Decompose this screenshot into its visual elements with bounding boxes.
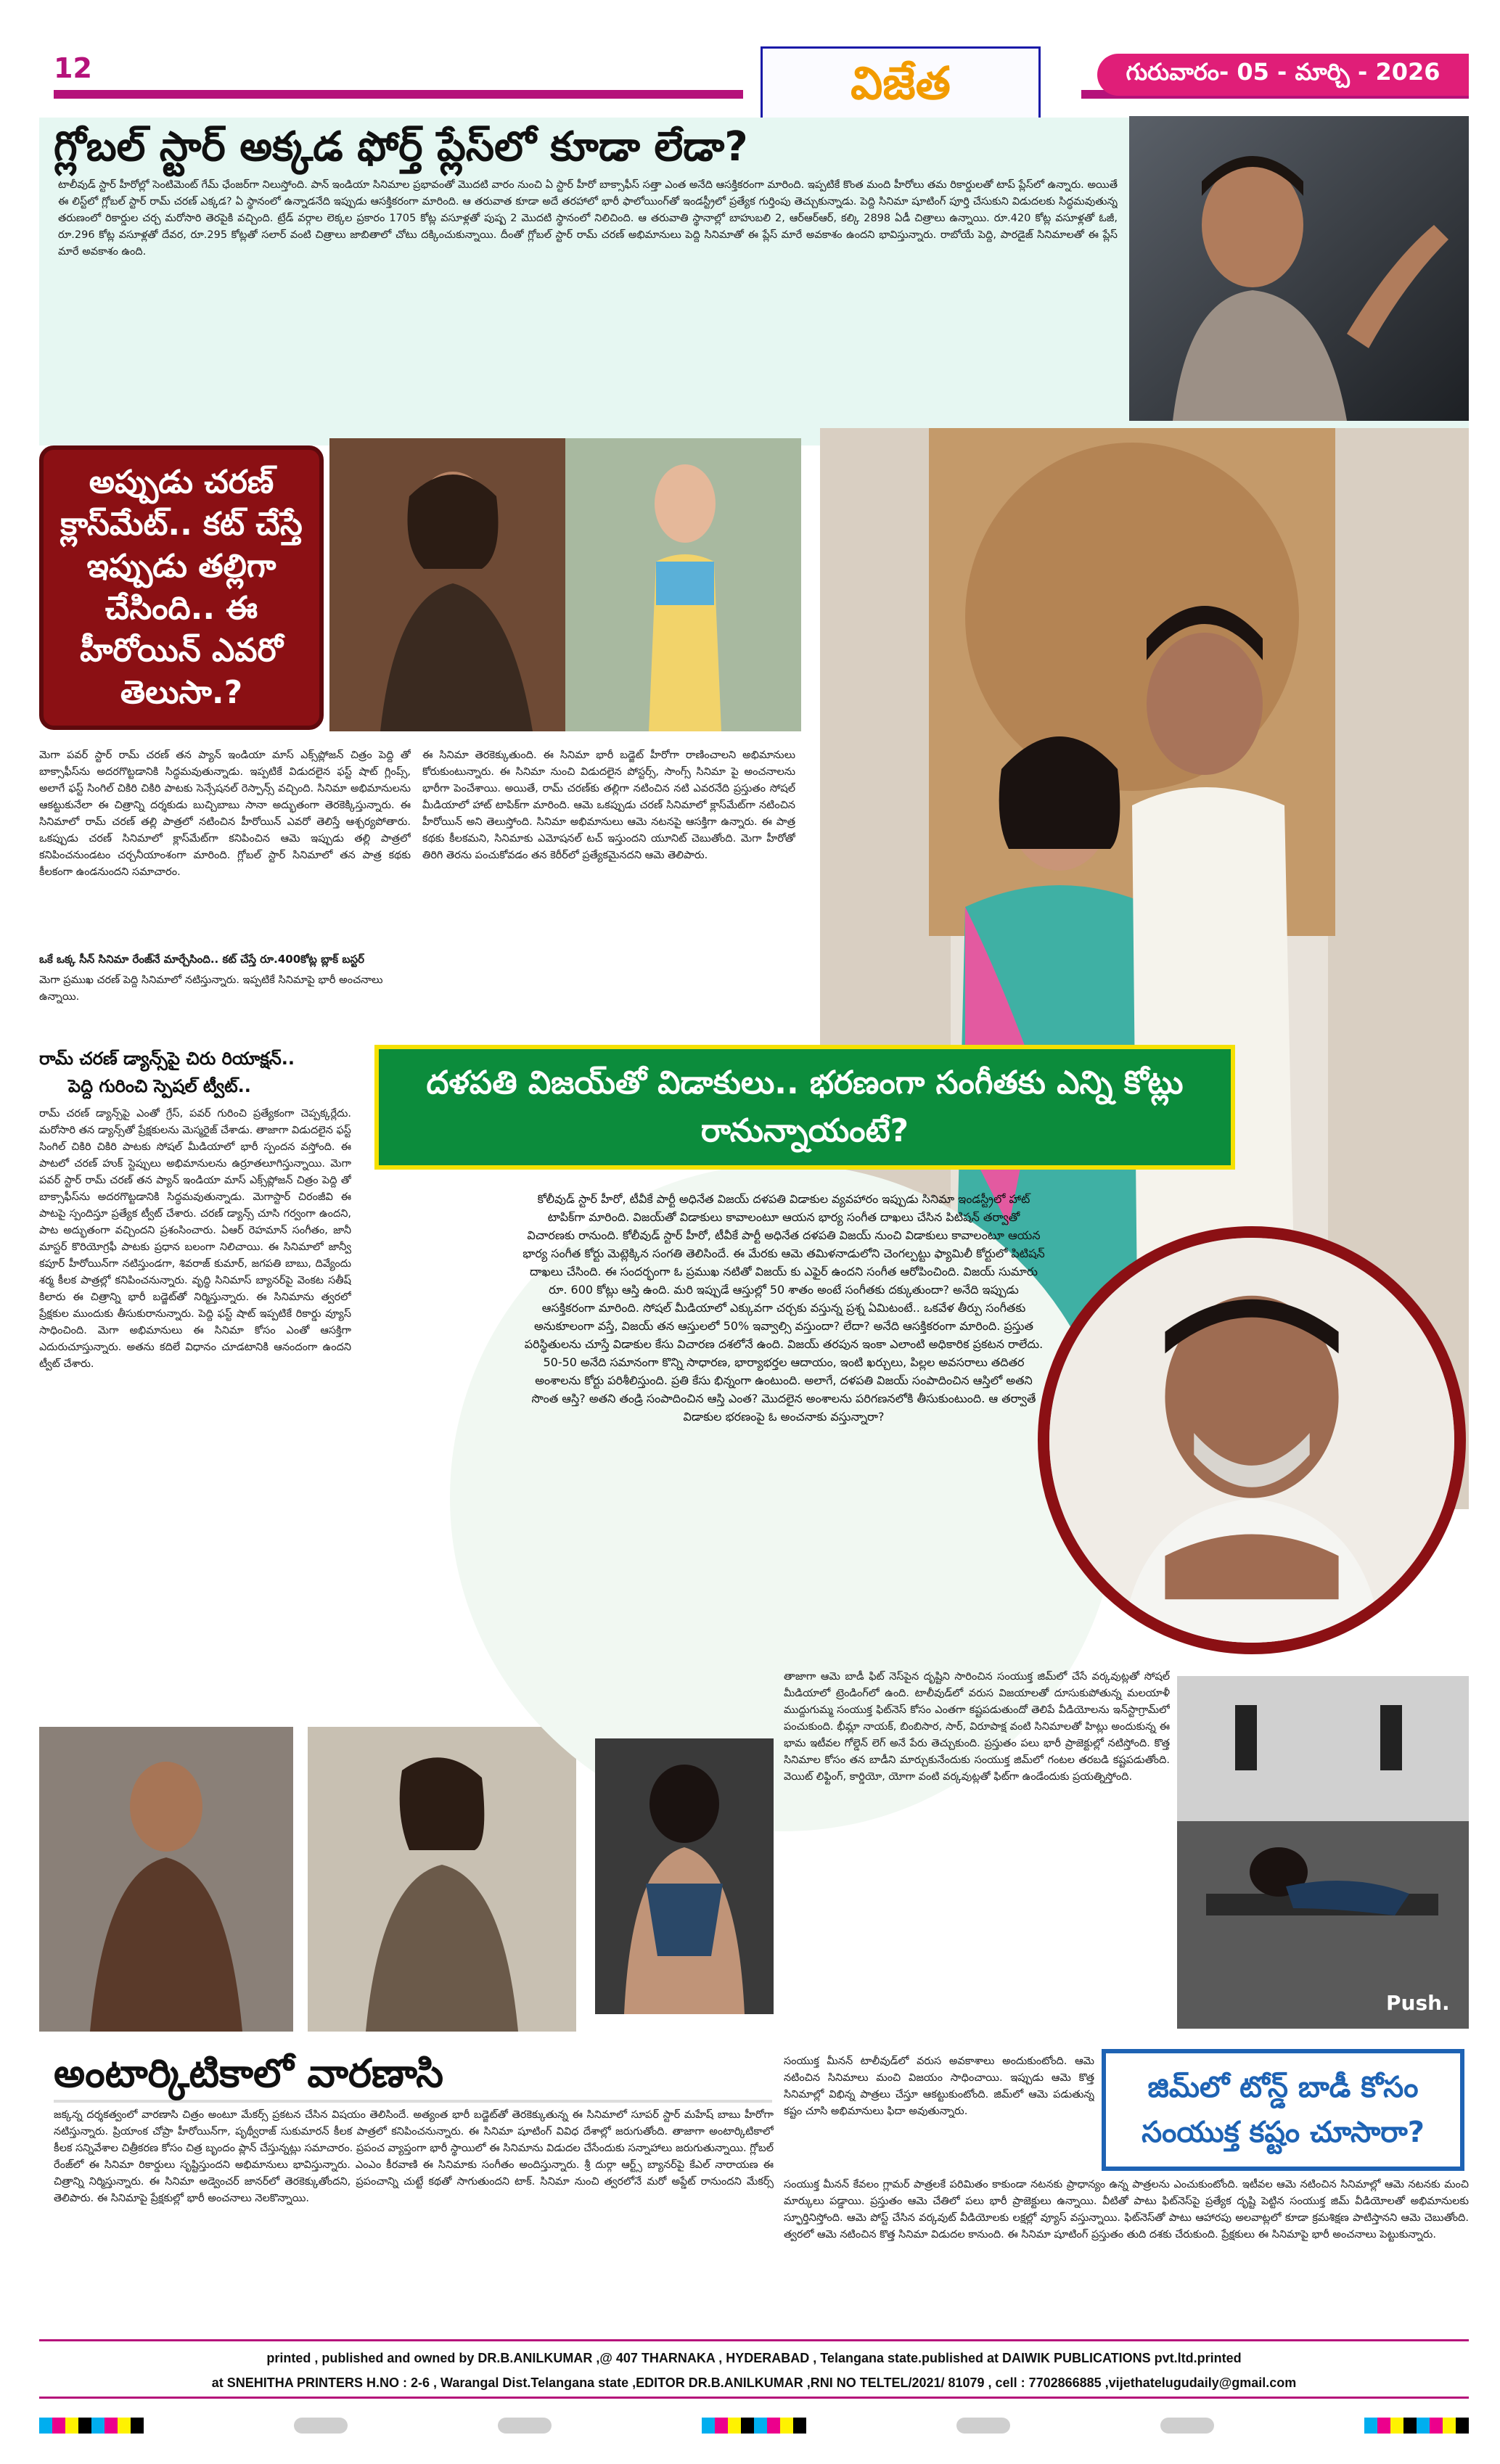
article-2-body-left: మెగా పవర్ స్టార్ రామ్ చరణ్ తన ప్యాన్ ఇండియా మాస్ ఎక్స్‌ప్లోజన్ చిత్రం పెద్ది తో బాక్సాఫీస్‌ను అదరగొట్టడానికి సిద్ధమవుతున్నాడు. ఇప్పటికే విడుదలైన ఫస్ట్ షాట్ గ్లింప్స్, అలాగే ఫస్ట్ సింగిల్ చికిరి చికిరి పాటకు సెన్సేషనల్ రెస్పాన్స్ వచ్చింది. సినిమా అభిమానులను ఆకట్టుకునేలా ఈ చిత్రాన్ని దర్శకుడు బుచ్చిబాబు సానా అద్భుతంగా తెరకెక్కిస్తున్నారు. ఈ సినిమాలో రామ్ చరణ్ తల్లి పాత్రలో నటించిన హీరోయిన్ ఎవరో తెలిస్తే ఆశ్చర్యపోతారు. ఒకప్పుడు చరణ్ సినిమాలో క్లాస్‌మేట్‌గా కనిపించిన ఆమె ఇప్పుడు తల్లి పాత్రలో కనిపించనుండటం చర్చనీయాంశంగా మారింది. గ్లోబల్ స్టార్ సినిమాలో తన పాత్ర కథకు కీలకంగా ఉండనుందని సమాచారం.: [39, 750, 411, 878]
color-bar-center: [702, 2418, 806, 2434]
article-5-body-top: తాజాగా ఆమె బాడీ ఫిట్ నెస్‌పైన దృష్టిని సారించిన సంయుక్త జిమ్‌లో చేసే వర్కవుట్లతో సోషల్ మీడియాలో ట్రెండింగ్‌లో ఉంది. టాలీవుడ్‌లో వరుస విజయాలతో దూసుకుపోతున్న మలయాళీ ముద్దుగుమ్మ సంయుక్త ఫిట్‌నెస్ కోసం ఎంతగా కష్టపడుతుందో తెలిపే వీడియోలను ఇన్‌స్టాగ్రామ్‌లో పంచుకుంది. భీమ్లా నాయక్, బింబిసార, సార్, విరూపాక్ష వంటి సినిమాలతో హిట్లు అందుకున్న ఈ భామ ఇటీవల గోల్డెన్ లెగ్ అనే పేరు తెచ్చుకుంది. ప్రస్తుతం పలు భారీ ప్రాజెక్టుల్లో నటిస్తోంది. కొత్త సినిమాల కోసం తన బాడీని మార్చుకునేందుకు సంయుక్త జిమ్‌లో గంటల తరబడి కష్టపడుతోంది. వెయిట్ లిఫ్టింగ్, కార్డియో, యోగా వంటి వర్కవుట్లతో ఫిట్‌గా ఉండేందుకు ప్రయత్నిస్తోంది.: [784, 1671, 1170, 1783]
article-2-sub-body: మెగా ప్రముఖ చరణ్ పెద్ది సినిమాలో నటిస్తున్నారు. ఇప్పటికే సినిమాపై భారీ అంచనాలు ఉన్నాయి.: [39, 974, 383, 1003]
samyuktha-gym-photo-1: [595, 1738, 774, 2014]
vijay-portrait-circle: [1038, 1226, 1466, 1654]
article-2-headline: అప్పుడు చరణ్ క్లాస్‌మేట్.. కట్ చేస్తే ఇప్పుడు తల్లిగా చేసింది.. ఈ హీరోయిన్ ఎవరో తెలుసా.?: [60, 464, 303, 711]
ram-charan-photo: [1129, 116, 1469, 421]
footer-imprint: [39, 2339, 1469, 2399]
article-6-body: జక్కన్న దర్శకత్వంలో వారణాసి చిత్రం అంటూ మేకర్స్ ప్రకటన చేసిన విషయం తెలిసిందే. అత్యంత భారీ బడ్జెట్‌తో తెరకెక్కుతున్న ఈ సినిమాలో సూపర్ స్టార్ మహేష్ బాబు హీరోగా నటిస్తున్నారు. ప్రియాంక చోప్రా హీరోయిన్‌గా, పృథ్వీరాజ్ సుకుమారన్ కీలక పాత్రలో కనిపించనున్నారు. ఈ సినిమా షూటింగ్ వివిధ దేశాల్లో జరుగుతోంది. తాజాగా అంటార్కిటికాలో కీలక సన్నివేశాల చిత్రీకరణ కోసం చిత్ర బృందం ప్లాన్ చేస్తున్నట్లు సమాచారం. ప్రపంచ వ్యాప్తంగా భారీ స్థాయిలో ఈ సినిమాను విడుదల చేసేందుకు సన్నాహాలు జరుగుతున్నాయి. గ్లోబల్ రేంజ్‌లో ఈ సినిమా రికార్డులు సృష్టిస్తుందని అభిమానులు భావిస్తున్నారు. ఎంఎం కీరవాణి ఈ సినిమాకు సంగీతం అందిస్తున్నారు. శ్రీ దుర్గా ఆర్ట్స్ బ్యానర్‌పై కేఎల్ నారాయణ ఈ చిత్రాన్ని నిర్మిస్తున్నారు. ఈ సినిమా అడ్వెంచర్ జానర్‌లో తెరకెక్కుతోందని, ప్రపంచాన్ని చుట్టే కథతో సాగుతుందని టాక్. సినిమా నుంచి త్వరలోనే మరో అప్డేట్ రానుందని మేకర్స్ తెలిపారు. ఈ సినిమాపై ప్రేక్షకుల్లో భారీ అంచనాలు నెలకొన్నాయి.: [54, 2109, 774, 2204]
photo-credit: Push.: [1386, 1991, 1450, 2015]
color-bar-right: [1364, 2418, 1469, 2434]
article-4-body: కోలీవుడ్ స్టార్ హీరో, టీవీకే పార్టీ అధినేత విజయ్ దళపతి విడాకుల వ్యవహారం ఇప్పుడు సినిమా ఇండస్ట్రీలో హాట్ టాపిక్‌గా మారింది. విజయ్‌తో విడాకులు కావాలంటూ ఆయన భార్య సంగీత దాఖలు చేసిన పిటిషన్ తర్వాతో విచారణకు రానుంది. కోలీవుడ్ స్టార్ హీరో, టీవీకే పార్టీ అధినేత దళపతి విజయ్ నుంచి విడాకులు కావాలంటూ ఆయన భార్య సంగీత కోర్టు మెట్లెక్కిన సంగతి తెలిసిందే. ఈ మేరకు ఆమె తమిళనాడులోని చెంగల్పట్టు ఫ్యామిలీ కోర్టులో పిటిషన్ దాఖలు చేసింది. ఈ సందర్భంగా ఓ ప్రముఖ నటితో విజయ్ కు ఎఫైర్ ఉందని సంగీత ఆరోపించింది. విజయ్ సుమారు రూ. 600 కోట్లు ఆస్తి ఉంది. మరి ఇప్పుడే ఆస్తుల్లో 50 శాతం అంటే సంగీతకు దక్కుతుందా? అనేది ఇప్పుడు ఆసక్తికరంగా మారింది. సోషల్ మీడియాలో ఎక్కువగా చర్చకు వస్తున్న ప్రశ్న ఏమిటంటే.. ఒకవేళ తీర్పు సంగీతకు అనుకూలంగా వస్తే, విజయ్ తన ఆస్తులలో 50% ఇవ్వాల్సి వస్తుందా? లేదా? అనేది ఆసక్తికరంగా మారింది. ప్రస్తుత పరిస్థితులను చూస్తే విడాకుల కేసు విచారణ దశలోనే ఉంది. విజయ్ తరపున ఇంకా ఎలాంటి అధికారిక ప్రకటన రాలేదు. 50-50 అనేది సమానంగా కొన్ని సాధారణ, భార్యాభర్తల ఆదాయం, ఇంటి ఖర్చులు, పిల్లల అవసరాలు తదితర అంశాలను కోర్టు పరిశీలిస్తుంది. ప్రతి కేసు భిన్నంగా ఉంటుంది. అలాగే, దళపతి విజయ్ సంపాదించిన ఆస్తిలో అతని సొంత ఆస్తి? అతని తండ్రి సంపాదించిన ఆస్తి ఎంత? మొదలైన అంశాలను పరిగణనలోకి తీసుకుంటుంది. ఆ తర్వాతే విడాకుల భరణంపై ఓ అంచనాకు వస్తున్నారా?: [522, 1192, 1045, 1424]
article-5-headline-box: [1102, 2049, 1464, 2171]
registration-mark: [1160, 2418, 1214, 2434]
masthead: [761, 46, 1041, 120]
article-3-headline-line2: పెద్ది గురించి స్పెషల్ ట్వీట్..: [68, 1076, 251, 1096]
color-bar-left: [39, 2418, 144, 2434]
footer-line-2: at SNEHITHA PRINTERS H.NO : 2-6 , Warangal Dist.Telangana state ,EDITOR DR.B.ANILKUMAR ,RNI NO TELTEL/2021/ 81079 , cell : 7702866885 ,vijethatelugudaily@gmail.com: [211, 2375, 1297, 2390]
article-5-body-bottom: సంయుక్త మీనన్ కేవలం గ్లామర్ పాత్రలకే పరిమితం కాకుండా నటనకు ప్రాధాన్యం ఉన్న పాత్రలను ఎంచుకుంటోంది. ఇటీవల ఆమె నటించిన సినిమాల్లో ఆమె నటనకు మంచి మార్కులు పడ్డాయి. ప్రస్తుతం ఆమె చేతిలో పలు భారీ ప్రాజెక్టులు ఉన్నాయి. వీటితో పాటు ఫిట్‌నెస్‌పై ప్రత్యేక దృష్టి పెట్టిన సంయుక్త జిమ్ వీడియోలతో అభిమానులకు స్ఫూర్తినిస్తోంది. ఆమె పోస్ట్ చేసిన వర్కవుట్ వీడియోలకు లక్షల్లో వ్యూస్ వస్తున్నాయి. ఫిట్‌నెస్‌తో పాటు ఆహారపు అలవాట్లలో కూడా క్రమశిక్షణ పాటిస్తానని ఆమె చెబుతోంది. త్వరలో ఆమె నటించిన కొత్త సినిమా విడుదల కానుంది. ఈ సినిమా షూటింగ్ ప్రస్తుతం తుది దశకు చేరుకుంది. ప్రేక్షకులు ఈ సినిమాపై భారీ అంచనాలు పెట్టుకున్నారు.: [784, 2179, 1469, 2241]
registration-strip: [39, 2415, 1469, 2436]
page-number: 12: [54, 52, 92, 84]
date-banner: గురువారం- 05 - మార్చి - 2026: [1097, 54, 1469, 96]
article-2-subheading: [39, 950, 411, 1006]
article-2-photos: [329, 438, 801, 731]
header-rule-left: [54, 90, 743, 99]
article-2-body-right: ఈ సినిమా తెరకెక్కుతుంది. ఈ సినిమా భారీ బడ్జెట్ హీరోగా రాణించాలని అభిమానులు కోరుకుంటున్నారు. ఈ సినిమా నుంచి విడుదలైన పోస్టర్స్, సాంగ్స్ సినిమా పై అంచనాలను భారీగా పెంచేశాయి. అయితే, రామ్ చరణ్‌కు తల్లిగా నటించిన నటి ఎవరనేది ప్రస్తుతం సోషల్ మీడియాలో హాట్ టాపిక్‌గా మారింది. ఆమె ఒకప్పుడు చరణ్ సినిమాలో క్లాస్‌మేట్‌గా నటించిన హీరోయిన్ అని తెలుస్తోంది. సినిమా అభిమానులు ఆమె నటనపై ఆసక్తిగా ఉన్నారు. ఈ పాత్ర కథకు కీలకమని, సినిమాకు ఎమోషనల్ టచ్ ఇస్తుందని యూనిట్ చెబుతోంది. మెగా హీరోతో తిరిగి తెరను పంచుకోవడం తన కెరీర్‌లో ప్రత్యేకమైనదని ఆమె తెలిపారు.: [422, 750, 795, 861]
article-5-body-mid: సంయుక్త మీనన్ టాలీవుడ్‌లో వరుస అవకాశాలు అందుకుంటోంది. ఆమె నటించిన సినిమాలు మంచి విజయం సాధించాయి. ఇప్పుడు ఆమె కొత్త సినిమాల్లో విభిన్న పాత్రలు చేస్తూ ఆకట్టుకుంటోంది. జిమ్‌లో ఆమె పడుతున్న కష్టం చూసి అభిమానులు ఫిదా అవుతున్నారు.: [784, 2056, 1094, 2117]
article-2-headline-box: [39, 445, 324, 730]
article-6-headline: అంటార్కిటికాలో వారణాసి: [54, 2050, 772, 2103]
article-4-headline: దళపతి విజయ్‌తో విడాకులు.. భరణంగా సంగీతకు ఎన్ని కోట్లు రానున్నాయంటే?: [426, 1064, 1184, 1149]
article-3-photos: [39, 1727, 576, 2032]
article-5-headline: జిమ్‌లో టోన్డ్ బాడీ కోసం సంయుక్త కష్టం చూసారా?: [1142, 2071, 1425, 2149]
article-1-body: టాలీవుడ్ స్టార్ హీరోల్లో సెంటిమెంట్ గేమ్ ఛేంజర్‌గా నిలుస్తోంది. పాన్ ఇండియా సినిమాల ప్రభావంతో మొదటి వారం నుంచి ఏ స్టార్ హీరో బాక్సాఫీస్ సత్తా ఎంత అనేది ఆసక్తికరంగా మారింది. ఇప్పటికే కొంత మంది హీరోలు తమ రికార్డులతో టాప్ ప్లేస్‌లో ఉన్నారు. అయితే ఈ లిస్ట్‌లో గ్లోబల్ స్టార్ రామ్ చరణ్ ఎక్కడ? ఏ స్థానంలో ఉన్నాడనేది ఇప్పుడు ఆసక్తికరంగా మారింది. ఆ తరువాత కూడా అదే తరహాలో భారీ ఫాలోయింగ్‌తో ఇండస్ట్రీలో ప్రత్యేక గుర్తింపు తెచ్చుకున్నాడు. పెద్ది సినిమా షూటింగ్ పూర్తి చేసుకుని విడుదలకు సిద్ధమవుతున్న తరుణంలో రికార్డుల చర్చ మరోసారి తెరపైకి వచ్చింది. ట్రేడ్ వర్గాల లెక్కల ప్రకారం 1705 కోట్ల వసూళ్లతో పుష్ప 2 మొదటి స్థానంలో నిలిచింది. ఆ తరువాతి స్థానాల్లో బాహుబలి 2, ఆర్ఆర్ఆర్, కల్కి 2898 ఏడీ చిత్రాలు ఉన్నాయి. రూ.420 కోట్ల వసూళ్లతో ఓజీ, రూ.296 కోట్ల వసూళ్లతో దేవర, రూ.295 కోట్లతో సలార్ వంటి చిత్రాలు జాబితాలో చోటు దక్కించుకున్నాయి. దీంతో గ్లోబల్ స్టార్ రామ్ చరణ్ అభిమానులు పెద్ది సినిమాతో ఈ ప్లేస్ మారే అవకాశం ఉందని భావిస్తున్నారు. రాబోయే పెద్ది, పారడైజ్ సినిమాలతో ఈ ప్లేస్ మారే అవకాశం ఉంది.: [58, 179, 1118, 258]
article-4-headline-box: [374, 1045, 1235, 1170]
samyuktha-gym-photo-2: [1177, 1676, 1469, 2029]
registration-mark: [498, 2418, 552, 2434]
article-2-subheading-text: ఒకే ఒక్క సీన్ సినిమా రేంజ్‌నే మార్చేసింది.. కట్ చేస్తే రూ.400కోట్ల బ్లాక్ బస్టర్: [39, 953, 364, 966]
registration-mark: [956, 2418, 1010, 2434]
footer-line-1: printed , published and owned by DR.B.ANILKUMAR ,@ 407 THARNAKA , HYDERABAD , Telangana state.published at DAIWIK PUBLICATIONS pvt.ltd.printed: [266, 2351, 1242, 2365]
masthead-title: విజేత: [851, 57, 951, 110]
article-3-headline-line1: రామ్ చరణ్ డ్యాన్స్‌పై చిరు రియాక్షన్..: [39, 1048, 295, 1069]
article-3-headline: [39, 1045, 351, 1100]
article-1-headline: గ్లోబల్ స్టార్ అక్కడ ఫోర్త్ ప్లేస్‌లో కూడా లేడా?: [54, 123, 748, 171]
registration-mark: [294, 2418, 348, 2434]
article-3-body: రామ్ చరణ్ డ్యాన్స్‌పై ఎంతో గ్రేస్, పవర్ గురించి ప్రత్యేకంగా చెప్పక్కర్లేదు. మరోసారి తన డ్యాన్స్‌తో ప్రేక్షకులను మెస్మరైజ్ చేశాడు. తాజాగా విడుదలైన ఫస్ట్ సింగిల్ చికిరి చికిరి పాటకు సోషల్ మీడియాలో భారీ స్పందన వస్తోంది. ఈ పాటలో చరణ్ హుక్ స్టెప్పులు అభిమానులను ఉర్రూతలూగిస్తున్నాయి. మెగా పవర్ స్టార్ రామ్ చరణ్ తన ప్యాన్ ఇండియా మాస్ ఎక్స్‌ప్లోజన్ చిత్రం పెద్ది తో బాక్సాఫీస్‌ను అదరగొట్టడానికి సిద్ధమవుతున్నాడు. మెగాస్టార్ చిరంజీవి ఈ పాటపై స్పందిస్తూ ప్రత్యేక ట్వీట్ చేశారు. చరణ్ డ్యాన్స్ చూసి గర్వంగా ఉందని, పాట అద్భుతంగా వచ్చిందని ప్రశంసించారు. ఏఆర్ రెహమాన్ సంగీతం, జానీ మాస్టర్ కొరియోగ్రఫీ పాటకు ప్రధాన బలంగా నిలిచాయి. ఈ సినిమాలో జాన్వీ కపూర్ హీరోయిన్‌గా నటిస్తుండగా, శివరాజ్ కుమార్, జగపతి బాబు, దివ్యేందు శర్మ కీలక పాత్రల్లో కనిపించనున్నారు. వృద్ధి సినిమాస్ బ్యానర్‌పై వెంకట సతీష్ కిలారు ఈ చిత్రాన్ని భారీ బడ్జెట్‌తో నిర్మిస్తున్నారు. ఈ సినిమాను త్వరలో ప్రేక్షకుల ముందుకు తీసుకురానున్నారు. పెద్ది ఫస్ట్ షాట్ ఇప్పటికే రికార్డు వ్యూస్ సాధించింది. మెగా అభిమానులు ఈ సినిమా కోసం ఎంతో ఆసక్తిగా ఎదురుచూస్తున్నారు. అతను కదిలే విధానం చూడటానికి ఆనందంగా ఉందని ట్వీట్ చేశారు.: [39, 1108, 351, 1370]
